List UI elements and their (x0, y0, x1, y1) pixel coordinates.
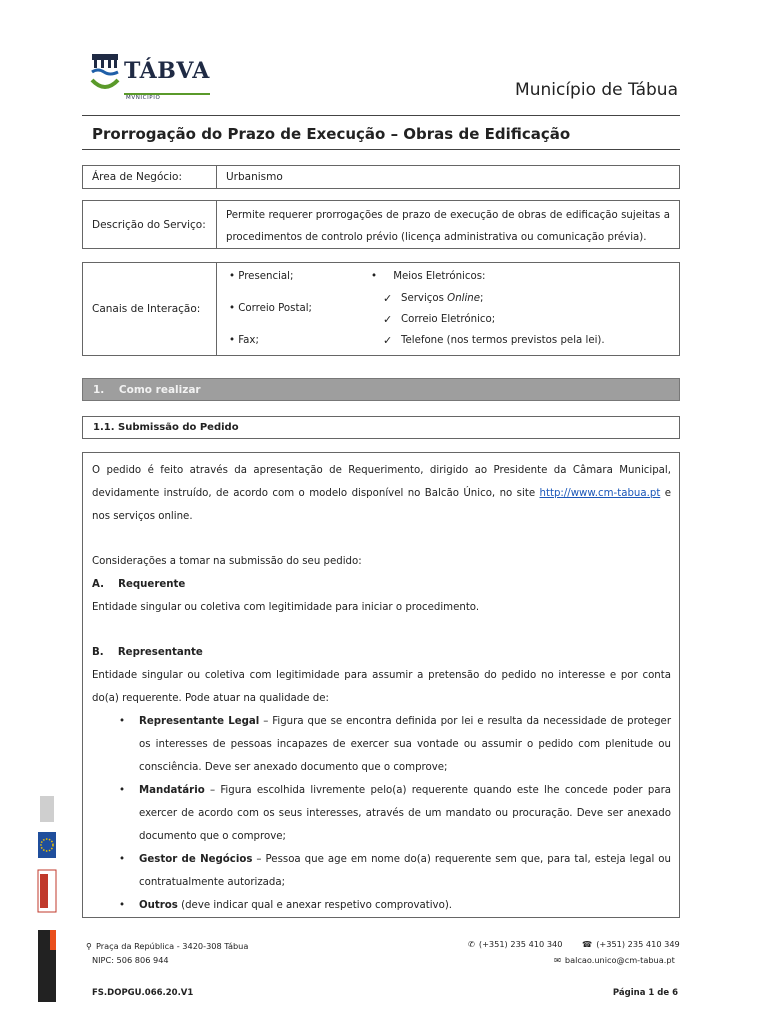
channel-fax: • Fax; (229, 335, 259, 346)
channel-presencial: • Presencial; (229, 271, 294, 282)
list-item: • Mandatário – Figura escolhida livremente pelo(a) requerente quando este lhe concede poder para exercer de acordo com os seus interesses, através de um mandato ou procuração. Deve ser anexado documento que o comprove; (122, 779, 671, 848)
list-item: • Outros (deve indicar qual e anexar respetivo comprovativo). (122, 894, 671, 917)
list-item: • Gestor de Negócios – Pessoa que age em nome do(a) requerente sem que, para tal, esteja legal ou contratualmente autorizada; (122, 848, 671, 894)
channels-electronic (371, 269, 605, 354)
footer-phone: ✆ (+351) 235 410 340 (468, 939, 563, 949)
description-value: Permite requerer prorrogações de prazo de execução de obras de edificação sujeitas a procedimentos de controlo prévio (licença administrativa ou comunicação prévia). (226, 210, 670, 243)
channels-label: Canais de Interação: (83, 263, 217, 355)
footer-nipc: NIPC: 506 806 944 (92, 955, 169, 965)
channel-email: ✓ Correio Eletrónico; (383, 313, 496, 326)
subsection-heading-submissao: 1.1. Submissão do Pedido (82, 416, 680, 439)
channel-phone: ✓ Telefone (nos termos previstos pela lei). (383, 334, 605, 347)
channel-electronic-head: • Meios Eletrónicos: (371, 271, 486, 282)
representante-types (122, 710, 671, 917)
phone-icon: ✆ (468, 939, 475, 949)
page-title: Prorrogação do Prazo de Execução – Obras de Edificação (92, 125, 571, 143)
municipio-heading: Município de Tábua (515, 80, 678, 100)
representante-text: Entidade singular ou coletiva com legitimidade para assumir a pretensão do pedido no interesse e por conta do(a) requerente. Pode atuar na qualidade de: (92, 670, 671, 704)
top-divider (82, 115, 680, 116)
location-pin-icon: ⚲ (86, 941, 92, 951)
channel-online: ✓ Serviços Online; (383, 292, 484, 305)
list-item: • Representante Legal – Figura que se encontra definida por lei e resulta da necessidade de proteger os interesses de pessoas incapazes de exercer sua vontade ou assumir o pedido com plenitude ou consciência. Deve ser anexado documento que o comprove; (122, 710, 671, 779)
channels-row (82, 262, 680, 356)
description-label: Descrição do Serviço: (83, 201, 217, 248)
representante-heading: B. Representante (92, 647, 203, 658)
site-link[interactable]: http://www.cm-tabua.pt (539, 488, 661, 499)
document-code: FS.DOPGU.066.20.V1 (92, 988, 194, 998)
check-icon: ✓ (383, 313, 393, 326)
area-label: Área de Negócio: (83, 166, 217, 188)
email-icon: ✉ (554, 955, 561, 965)
fax-icon: ☎ (582, 939, 593, 949)
check-icon: ✓ (383, 334, 393, 347)
description-row (82, 200, 680, 249)
requerente-text: Entidade singular ou coletiva com legitimidade para iniciar o procedimento. (92, 602, 480, 613)
area-row (82, 165, 680, 189)
page-number: Página 1 de 6 (612, 988, 678, 998)
title-divider (82, 149, 680, 150)
intro-line-2: devidamente instruído, de acordo com o modelo disponível no Balcão Único, no site http://www.cm-tabua.pt e (92, 488, 671, 499)
footer-address: ⚲ Praça da República - 3420-308 Tábua (86, 941, 249, 951)
area-value: Urbanismo (226, 171, 283, 183)
content-box (82, 452, 680, 918)
funding-logos (30, 790, 60, 1005)
intro-line-3: nos serviços online. (92, 511, 193, 522)
intro-line-1: O pedido é feito através da apresentação de Requerimento, dirigido ao Presidente da Câmara Municipal, (92, 465, 671, 476)
footer-email: ✉ balcao.unico@cm-tabua.pt (554, 955, 675, 965)
channel-postal: • Correio Postal; (229, 303, 312, 314)
footer-fax: ☎ (+351) 235 410 349 (582, 939, 680, 949)
considerations: Considerações a tomar na submissão do seu pedido: (92, 556, 362, 567)
logo-text: TÁBVA (124, 58, 210, 84)
section-heading-como-realizar: 1. Como realizar (82, 378, 680, 401)
channels-basic (229, 269, 312, 365)
requerente-heading: A. Requerente (92, 579, 186, 590)
logo-sub: MVNICIPIO (126, 95, 161, 101)
check-icon: ✓ (383, 292, 393, 305)
